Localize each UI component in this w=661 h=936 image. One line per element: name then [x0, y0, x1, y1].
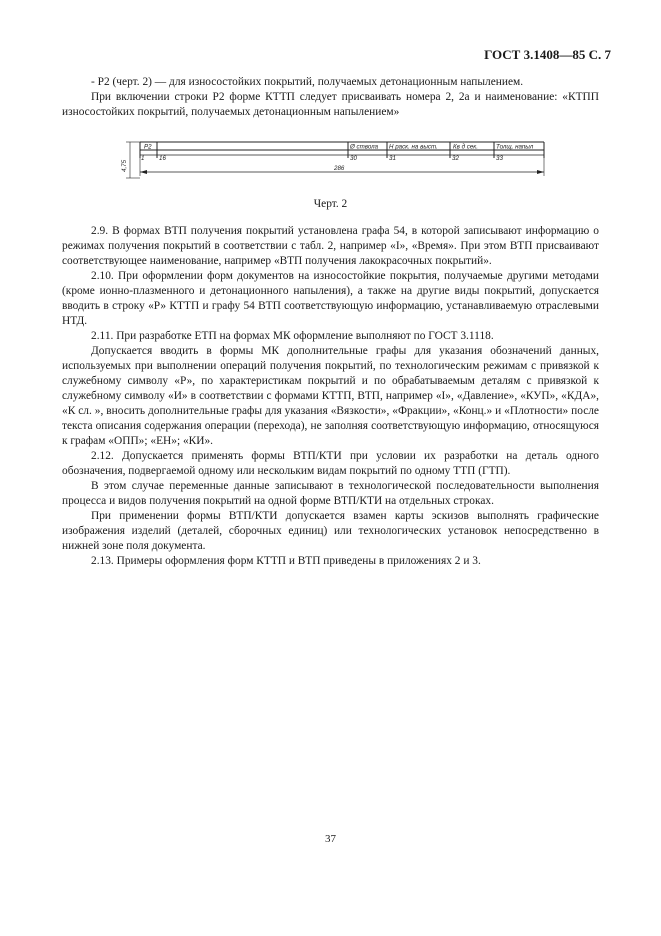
paragraph-2-12: 2.12. Допускается применять формы ВТП/КТИ при условии их разработки на деталь одного обозначения, подвергаемой одному или нескольким видам покрытий по одному ТТП (ГТП).	[62, 450, 599, 477]
body-text	[62, 224, 599, 569]
row-label: Р2	[144, 143, 152, 151]
page-number: 37	[325, 833, 336, 845]
intro-line-1: - Р2 (черт. 2) — для износостойких покрытий, получаемых детонационным напылением.	[91, 76, 524, 88]
paragraph-2-9: 2.9. В формах ВТП получения покрытий установлена графа 54, в которой записывают информацию о режимах получения покрытий в соответствии с табл. 2, например «I», «Время». При этом ВТП присваивают соответствующее наименование, например «ВТП получения лакокрасочных покрытий».	[62, 225, 599, 267]
total-width-dimension: 286	[334, 165, 345, 172]
paragraph-2-13: 2.13. Примеры оформления форм КТТП и ВТП приведены в приложениях 2 и 3.	[91, 555, 481, 567]
col-number-16: 16	[159, 155, 166, 162]
form-row-drawing	[110, 138, 550, 188]
col-number-30: 30	[350, 155, 357, 162]
paragraph-variable-data: В этом случае переменные данные записывают в технологической последовательности выполнения процесса и видов получения покрытий на одной форме ВТП/КТИ на отдельных строках.	[62, 480, 599, 507]
paragraph-2-11: 2.11. При разработке ЕТП на формах МК оформление выполняют по ГОСТ 3.1118.	[91, 330, 494, 342]
intro-line-2: При включении строки Р2 форме КТТП следует присваивать номера 2, 2а и наименование: «КТПП износостойких покрытий, получаемых детонационным напылением»	[62, 91, 599, 118]
cell-kv: Кв д сек.	[453, 143, 478, 151]
col-number-1: 1	[141, 155, 145, 162]
col-number-33: 33	[496, 155, 503, 162]
paragraph-sketch-card: При применении формы ВТП/КТИ допускается взамен карты эскизов выполнять графические изображения изделий (деталей, сборочных единиц) или технологических установок непосредственно в нижней зоне поля документа.	[62, 510, 599, 552]
paragraph-mk-columns: Допускается вводить в формы МК дополнительные графы для указания обозначений данных, используемых при выполнении операций получения покрытий, по технологическим режимам с привязкой к служебному символу «Р», по характеристикам покрытий и по обрабатываемым деталям с привязкой к служебному символу «И» в соответствии с формами КТТП, ВТП, например «I», «Давление», «КУП», «КДА», «К сл. », вносить дополнительные графы для указания «Вязкости», «Фракции», «Конц.» и «Плотности» после текста описания содержания операции (перехода), не заполняя соответствующую информацию, относящуюся к графам «ОПП»; «ЕН»; «КИ».	[62, 345, 599, 447]
cell-diameter: Ø ствола	[350, 143, 379, 151]
col-number-31: 31	[389, 155, 396, 162]
cell-height: Н раск. на выст.	[389, 143, 438, 151]
document-header: ГОСТ 3.1408—85 С. 7	[484, 47, 611, 62]
intro-block	[62, 75, 599, 120]
paragraph-2-10: 2.10. При оформлении форм документов на износостойкие покрытия, получаемые другими методами (кроме ионно-плазменного и детонационного напыления), а также на другие виды покрытий, допускается вводить в строку «Р» КТТП и графу 54 ВТП соответствующую информацию, устанавливаемую отраслевыми НТД.	[62, 270, 599, 327]
height-dimension: 4,75	[121, 159, 128, 172]
figure-caption: Черт. 2	[313, 198, 348, 210]
col-number-32: 32	[452, 155, 459, 162]
cell-thickness: Толщ. напыл	[496, 143, 534, 151]
